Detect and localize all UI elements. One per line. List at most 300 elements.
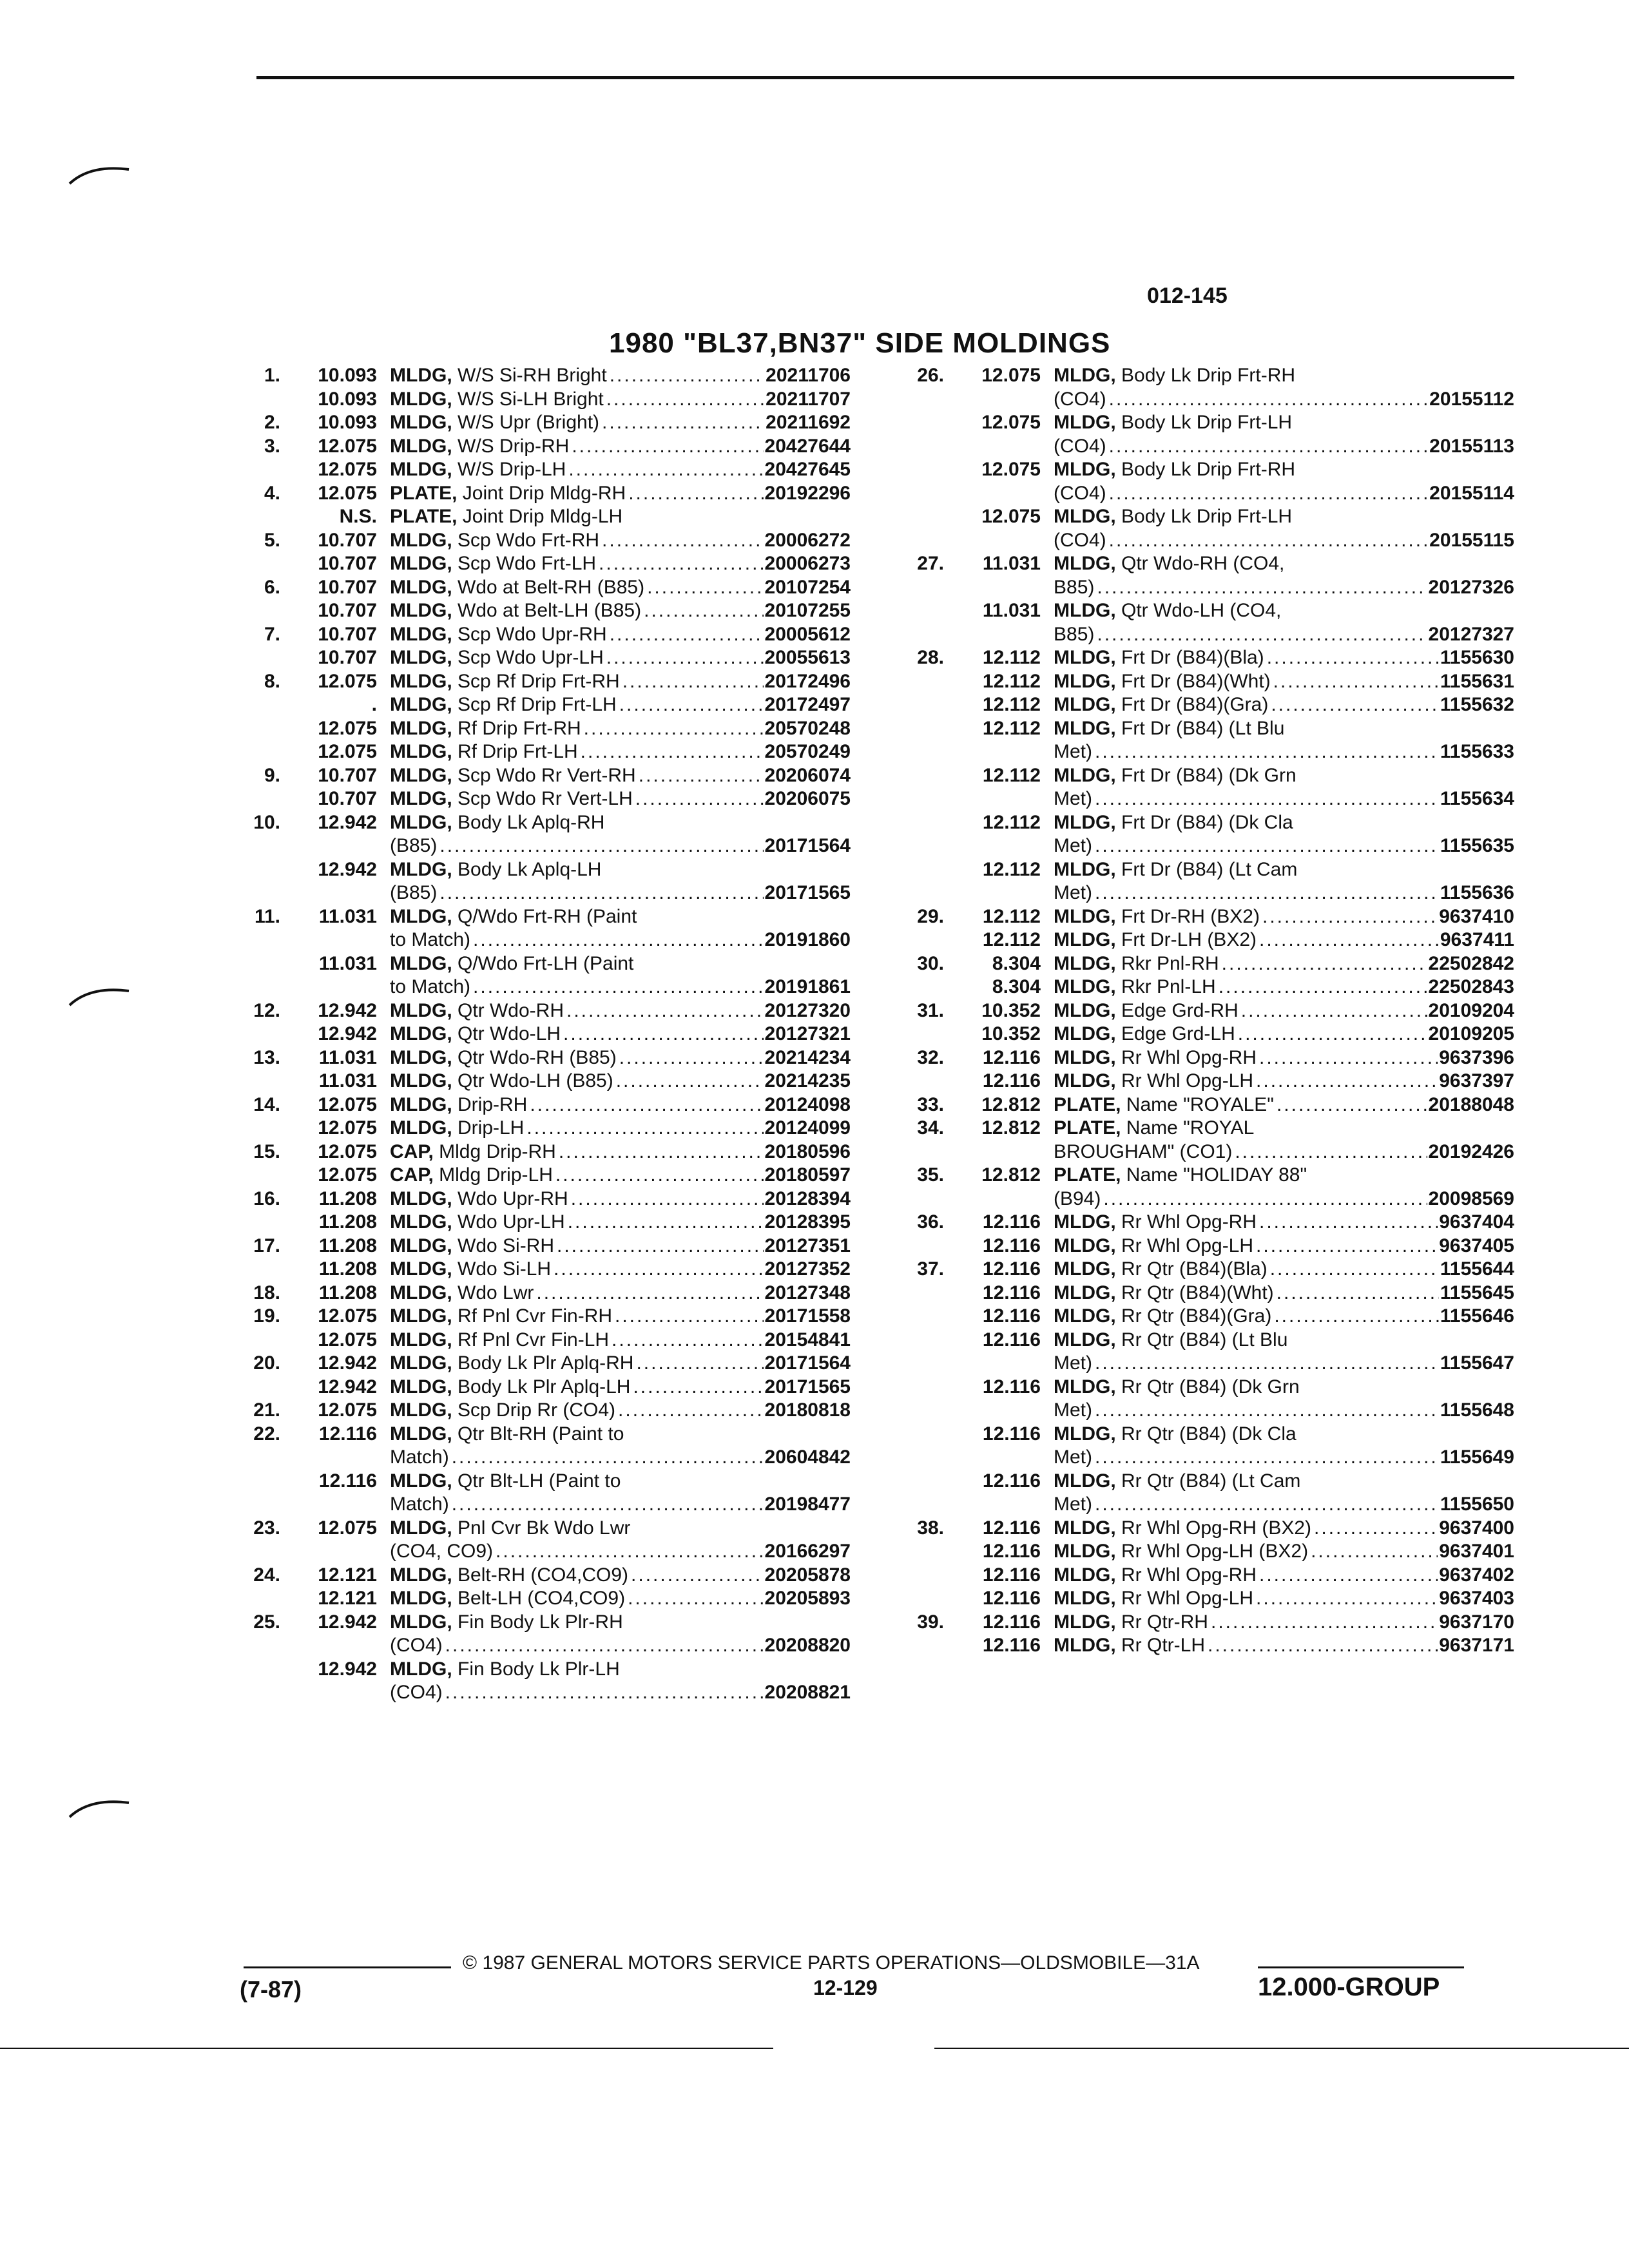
part-description bbox=[1054, 1587, 1514, 1611]
parts-row bbox=[896, 1517, 1514, 1541]
part-detail: Match) bbox=[390, 1494, 449, 1515]
part-number bbox=[623, 1611, 624, 1635]
group-number: 12.116 bbox=[982, 1376, 1041, 1398]
part-detail: Rr Whl Opg-RH bbox=[1121, 1564, 1257, 1586]
parts-row bbox=[896, 975, 1514, 999]
part-description bbox=[1054, 1611, 1514, 1635]
part-description bbox=[1054, 1517, 1514, 1541]
parts-row bbox=[232, 1540, 851, 1564]
part-number bbox=[633, 952, 635, 976]
part-detail: Qtr Wdo-RH (CO4, bbox=[1121, 553, 1285, 574]
part-number: 20570249 bbox=[764, 741, 851, 762]
leader-dots bbox=[1208, 1611, 1438, 1635]
part-number: 22502842 bbox=[1428, 952, 1514, 974]
part-name: MLDG, bbox=[1054, 1564, 1116, 1586]
part-detail: Name "ROYAL bbox=[1126, 1117, 1255, 1139]
group-number: 12.112 bbox=[982, 670, 1041, 692]
part-name: MLDG, bbox=[390, 412, 452, 433]
item-number: 3. bbox=[264, 435, 280, 457]
parts-row bbox=[232, 1517, 851, 1541]
part-description bbox=[390, 952, 851, 976]
part-description bbox=[390, 1423, 851, 1446]
part-description bbox=[390, 1470, 851, 1494]
group-number: 12.116 bbox=[982, 1635, 1041, 1656]
part-number: 20172496 bbox=[764, 670, 851, 692]
leader-dots bbox=[561, 1023, 763, 1046]
parts-row bbox=[896, 1329, 1514, 1352]
item-number bbox=[896, 1564, 944, 1588]
item-number: 28. bbox=[917, 647, 944, 668]
group-number: N.S. bbox=[339, 506, 377, 527]
part-detail: Met) bbox=[1054, 741, 1092, 762]
parts-row bbox=[896, 928, 1514, 952]
parts-row bbox=[232, 1046, 851, 1070]
part-number: 20211706 bbox=[766, 365, 851, 386]
part-detail: Scp Rf Drip Frt-RH bbox=[458, 670, 620, 692]
part-description bbox=[1054, 505, 1514, 529]
part-number: 20205893 bbox=[764, 1588, 851, 1609]
part-name: PLATE, bbox=[390, 506, 458, 527]
parts-row bbox=[232, 646, 851, 670]
parts-row bbox=[896, 1282, 1514, 1305]
part-description bbox=[390, 388, 851, 412]
part-detail: Rf Pnl Cvr Fin-RH bbox=[458, 1305, 613, 1327]
part-number: 1155646 bbox=[1440, 1305, 1514, 1327]
part-name: MLDG, bbox=[1054, 694, 1116, 715]
group-number: 10.093 bbox=[318, 412, 377, 433]
part-detail: Name "HOLIDAY 88" bbox=[1126, 1164, 1307, 1186]
part-name: MLDG, bbox=[1054, 1023, 1116, 1044]
part-detail: Joint Drip Mldg-LH bbox=[462, 506, 623, 527]
parts-row bbox=[232, 1399, 851, 1423]
part-number bbox=[1254, 1117, 1255, 1140]
parts-row bbox=[896, 482, 1514, 506]
part-name: MLDG, bbox=[390, 1470, 452, 1492]
group-number: 12.075 bbox=[318, 717, 377, 739]
part-number bbox=[604, 811, 606, 835]
group-number: 12.112 bbox=[982, 764, 1041, 786]
leader-dots bbox=[1101, 1187, 1427, 1211]
part-description bbox=[1054, 1140, 1514, 1164]
group-number: 12.116 bbox=[982, 1541, 1041, 1562]
part-name: CAP, bbox=[390, 1140, 434, 1162]
group-number: 12.075 bbox=[318, 1517, 377, 1539]
part-detail: Scp Wdo Rr Vert-RH bbox=[458, 764, 636, 786]
parts-row bbox=[232, 1164, 851, 1187]
part-detail: Wdo Si-RH bbox=[458, 1235, 555, 1256]
part-detail: Rr Qtr (B84)(Gra) bbox=[1121, 1305, 1272, 1327]
item-number bbox=[896, 928, 944, 952]
part-detail: Body Lk Drip Frt-LH bbox=[1121, 412, 1293, 433]
parts-row bbox=[232, 1070, 851, 1093]
leader-dots bbox=[626, 482, 763, 506]
parts-row bbox=[232, 1140, 851, 1164]
part-detail: Wdo Si-LH bbox=[458, 1258, 552, 1280]
part-detail: Frt Dr (B84) (Lt Cam bbox=[1121, 858, 1298, 880]
part-name: MLDG, bbox=[1054, 506, 1116, 527]
part-description bbox=[390, 1117, 851, 1140]
part-description bbox=[390, 1634, 851, 1658]
part-number bbox=[1307, 1164, 1308, 1187]
part-detail: Qtr Wdo-LH (CO4, bbox=[1121, 600, 1282, 621]
leader-dots bbox=[581, 717, 764, 741]
part-description bbox=[1054, 975, 1514, 999]
item-number: 12. bbox=[253, 999, 280, 1021]
part-number bbox=[1293, 811, 1295, 835]
item-number: 34. bbox=[917, 1117, 944, 1139]
item-number bbox=[232, 1493, 280, 1517]
part-number: 20206075 bbox=[764, 788, 851, 809]
group-number: 12.075 bbox=[318, 1117, 377, 1139]
part-name: MLDG, bbox=[1054, 717, 1116, 739]
parts-row bbox=[232, 1634, 851, 1658]
item-number bbox=[232, 388, 280, 412]
part-description bbox=[390, 1658, 851, 1682]
group-number bbox=[944, 1352, 1054, 1376]
part-name: MLDG, bbox=[1054, 1588, 1116, 1609]
part-number: 20192426 bbox=[1428, 1140, 1514, 1162]
part-number: 20124099 bbox=[764, 1117, 851, 1139]
part-name: MLDG, bbox=[1054, 670, 1116, 692]
part-description bbox=[390, 1587, 851, 1611]
part-name: MLDG, bbox=[1054, 1258, 1116, 1280]
group-number: 12.075 bbox=[318, 482, 377, 504]
part-detail: Frt Dr (B84)(Wht) bbox=[1121, 670, 1271, 692]
part-name: MLDG, bbox=[390, 1658, 452, 1680]
item-number: 4. bbox=[264, 482, 280, 504]
leader-dots bbox=[630, 1376, 763, 1399]
item-number bbox=[896, 1023, 944, 1046]
item-number: 23. bbox=[253, 1517, 280, 1539]
parts-row bbox=[896, 1470, 1514, 1494]
leader-dots bbox=[641, 599, 763, 623]
item-number bbox=[232, 1658, 280, 1682]
item-number: 19. bbox=[253, 1305, 280, 1327]
part-description bbox=[390, 881, 851, 905]
parts-row bbox=[232, 834, 851, 858]
part-number bbox=[1295, 364, 1296, 388]
leader-dots bbox=[1092, 787, 1439, 811]
parts-row bbox=[232, 881, 851, 905]
part-number: 20192296 bbox=[764, 482, 851, 504]
parts-row bbox=[232, 1658, 851, 1682]
leader-dots bbox=[599, 529, 763, 553]
part-number: 20154841 bbox=[764, 1329, 851, 1350]
leader-dots bbox=[1106, 482, 1429, 506]
leader-dots bbox=[1205, 1634, 1438, 1658]
part-name: MLDG, bbox=[390, 1117, 452, 1139]
group-number: 12.812 bbox=[981, 1164, 1041, 1186]
parts-row bbox=[896, 599, 1514, 623]
parts-row bbox=[232, 1187, 851, 1211]
part-description bbox=[390, 1493, 851, 1517]
part-number: 20006273 bbox=[764, 553, 851, 574]
leader-dots bbox=[1094, 623, 1427, 647]
parts-row bbox=[896, 435, 1514, 459]
group-number: 12.116 bbox=[982, 1258, 1041, 1280]
part-description bbox=[390, 364, 851, 388]
part-description bbox=[390, 1235, 851, 1258]
item-number bbox=[232, 1376, 280, 1399]
leader-dots bbox=[1106, 388, 1429, 412]
part-detail: Scp Wdo Frt-LH bbox=[458, 553, 597, 574]
part-number: 20127320 bbox=[764, 999, 851, 1021]
part-number: 9637403 bbox=[1439, 1588, 1514, 1609]
part-detail: Qtr Blt-RH (Paint to bbox=[458, 1423, 624, 1445]
parts-row bbox=[896, 1140, 1514, 1164]
leader-dots bbox=[556, 1140, 764, 1164]
part-number: 20098569 bbox=[1428, 1187, 1514, 1209]
item-number bbox=[896, 764, 944, 788]
part-number: 20191861 bbox=[764, 976, 851, 997]
group-number: 12.116 bbox=[982, 1470, 1041, 1492]
part-description bbox=[1054, 1023, 1514, 1046]
part-name: MLDG, bbox=[1054, 1282, 1116, 1303]
part-description bbox=[390, 905, 851, 929]
part-name: MLDG, bbox=[390, 435, 452, 457]
leader-dots bbox=[625, 1587, 763, 1611]
item-number bbox=[896, 1282, 944, 1305]
part-description bbox=[1054, 1093, 1514, 1117]
parts-row bbox=[232, 1329, 851, 1352]
part-description bbox=[1054, 623, 1514, 647]
part-name: MLDG, bbox=[390, 1588, 452, 1609]
leader-dots bbox=[1257, 1564, 1438, 1588]
part-detail: to Match) bbox=[390, 929, 471, 950]
group-number: 12.112 bbox=[982, 694, 1041, 715]
group-number: 12.112 bbox=[982, 717, 1041, 739]
group-number: 12.075 bbox=[981, 459, 1041, 480]
part-number: 20155115 bbox=[1429, 529, 1514, 551]
group-number: 10.707 bbox=[318, 600, 377, 621]
part-detail: (CO4) bbox=[1054, 482, 1106, 504]
leader-dots bbox=[1092, 1399, 1439, 1423]
part-description bbox=[1054, 1352, 1514, 1376]
part-description bbox=[1054, 717, 1514, 741]
part-name: MLDG, bbox=[1054, 1235, 1116, 1256]
part-detail: Fin Body Lk Plr-LH bbox=[458, 1658, 620, 1680]
footer-rule-right bbox=[1258, 1966, 1464, 1968]
part-detail: Met) bbox=[1054, 1352, 1092, 1374]
part-description bbox=[1054, 552, 1514, 576]
part-detail: Wdo Lwr bbox=[458, 1282, 534, 1303]
part-detail: W/S Si-LH Bright bbox=[458, 388, 604, 410]
group-number: 12.075 bbox=[981, 365, 1041, 386]
page-title: 1980 "BL37,BN37" SIDE MOLDINGS bbox=[609, 327, 1111, 359]
part-number bbox=[1292, 505, 1293, 529]
part-name: MLDG, bbox=[1054, 764, 1116, 786]
group-number: 12.942 bbox=[318, 1658, 377, 1680]
item-number: 20. bbox=[253, 1352, 280, 1374]
item-number: 17. bbox=[253, 1235, 280, 1256]
parts-row bbox=[232, 928, 851, 952]
group-number bbox=[944, 482, 1054, 506]
parts-row bbox=[232, 388, 851, 412]
group-number: 12.075 bbox=[318, 1164, 377, 1186]
part-name: MLDG, bbox=[390, 905, 452, 927]
parts-row bbox=[896, 740, 1514, 764]
leader-dots bbox=[443, 1681, 764, 1705]
item-number bbox=[896, 388, 944, 412]
parts-row bbox=[232, 505, 851, 529]
part-detail: Wdo at Belt-LH (B85) bbox=[458, 600, 642, 621]
parts-row bbox=[896, 999, 1514, 1023]
parts-row bbox=[896, 1587, 1514, 1611]
item-number bbox=[896, 858, 944, 882]
parts-row bbox=[232, 435, 851, 459]
part-description bbox=[1054, 1399, 1514, 1423]
part-description bbox=[390, 1070, 851, 1093]
part-description bbox=[390, 858, 851, 882]
leader-dots bbox=[566, 458, 763, 482]
item-number bbox=[232, 1070, 280, 1093]
group-number: 12.942 bbox=[318, 1376, 377, 1398]
part-description bbox=[1054, 1046, 1514, 1070]
parts-row bbox=[232, 1282, 851, 1305]
group-number: 12.942 bbox=[318, 1611, 377, 1633]
part-number: 20155114 bbox=[1429, 482, 1514, 504]
item-number bbox=[232, 740, 280, 764]
leader-dots bbox=[644, 576, 763, 600]
leader-dots bbox=[1274, 1282, 1439, 1305]
parts-row bbox=[232, 1376, 851, 1399]
part-description bbox=[390, 764, 851, 788]
leader-dots bbox=[1271, 670, 1439, 694]
part-name: MLDG, bbox=[390, 952, 452, 974]
group-number bbox=[944, 576, 1054, 600]
part-detail: Scp Drip Rr (CO4) bbox=[458, 1399, 616, 1421]
part-number bbox=[1287, 1329, 1289, 1352]
item-number: 33. bbox=[917, 1093, 944, 1115]
part-number bbox=[1284, 552, 1286, 576]
part-number: 20109204 bbox=[1428, 999, 1514, 1021]
leader-dots bbox=[1260, 905, 1438, 929]
group-number: 12.116 bbox=[982, 1564, 1041, 1586]
part-detail: Frt Dr (B84)(Bla) bbox=[1121, 647, 1264, 668]
part-number: 1155645 bbox=[1440, 1282, 1514, 1303]
part-name: MLDG, bbox=[1054, 1305, 1116, 1327]
item-number bbox=[896, 599, 944, 623]
parts-row bbox=[232, 552, 851, 576]
part-name: MLDG, bbox=[1054, 412, 1116, 433]
parts-row bbox=[896, 905, 1514, 929]
leader-dots bbox=[604, 388, 764, 412]
part-number: 20055613 bbox=[764, 647, 851, 668]
part-description bbox=[390, 529, 851, 553]
leader-dots bbox=[1274, 1093, 1427, 1117]
parts-row bbox=[896, 1187, 1514, 1211]
group-number bbox=[944, 1187, 1054, 1211]
part-name: MLDG, bbox=[1054, 1611, 1116, 1633]
group-number: 12.112 bbox=[982, 811, 1041, 833]
item-number bbox=[896, 458, 944, 482]
item-number: 21. bbox=[253, 1399, 280, 1421]
part-description bbox=[1054, 1282, 1514, 1305]
part-name: MLDG, bbox=[1054, 952, 1116, 974]
part-name: MLDG, bbox=[390, 529, 452, 551]
part-number: 20171564 bbox=[764, 1352, 851, 1374]
parts-row bbox=[896, 1399, 1514, 1423]
part-description bbox=[1054, 1211, 1514, 1235]
item-number bbox=[896, 693, 944, 717]
parts-row bbox=[896, 1235, 1514, 1258]
item-number bbox=[896, 811, 944, 835]
part-detail: (B94) bbox=[1054, 1187, 1101, 1209]
part-number bbox=[1297, 858, 1298, 882]
part-name: MLDG, bbox=[390, 694, 452, 715]
part-number: 20427644 bbox=[764, 435, 851, 457]
parts-row bbox=[232, 811, 851, 835]
part-detail: Belt-RH (CO4,CO9) bbox=[458, 1564, 629, 1586]
parts-row bbox=[232, 1352, 851, 1376]
part-name: MLDG, bbox=[390, 741, 452, 762]
part-description bbox=[390, 1564, 851, 1588]
part-number: 1155633 bbox=[1440, 741, 1514, 762]
part-description bbox=[1054, 1376, 1514, 1399]
parts-row bbox=[896, 811, 1514, 835]
bottom-rule-left bbox=[0, 2048, 773, 2049]
parts-row bbox=[896, 1611, 1514, 1635]
part-description bbox=[390, 670, 851, 694]
item-number bbox=[896, 787, 944, 811]
parts-row bbox=[896, 858, 1514, 882]
part-number: 20107254 bbox=[764, 576, 851, 598]
part-detail: Wdo Upr-RH bbox=[458, 1187, 568, 1209]
item-number bbox=[232, 1023, 280, 1046]
group-number bbox=[280, 834, 390, 858]
parts-row bbox=[896, 623, 1514, 647]
item-number bbox=[232, 717, 280, 741]
part-name: MLDG, bbox=[1054, 553, 1116, 574]
part-detail: Rr Whl Opg-RH bbox=[1121, 1211, 1257, 1233]
part-name: MLDG, bbox=[390, 647, 452, 668]
parts-row bbox=[896, 670, 1514, 694]
part-name: MLDG, bbox=[390, 1517, 452, 1539]
part-name: MLDG, bbox=[1054, 999, 1116, 1021]
part-description bbox=[1054, 576, 1514, 600]
part-number bbox=[637, 905, 638, 929]
parts-row bbox=[232, 1258, 851, 1282]
right-parts-column bbox=[896, 364, 1514, 1658]
part-description bbox=[390, 1164, 851, 1187]
item-number bbox=[896, 1376, 944, 1399]
leader-dots bbox=[613, 1070, 764, 1093]
part-number: 1155636 bbox=[1440, 882, 1514, 903]
item-number bbox=[232, 505, 280, 529]
part-description bbox=[390, 740, 851, 764]
group-number: 11.031 bbox=[318, 952, 377, 974]
part-detail: Rr Qtr-LH bbox=[1121, 1635, 1205, 1656]
item-number: 30. bbox=[917, 952, 944, 974]
part-number bbox=[1295, 458, 1296, 482]
part-number: 20214234 bbox=[764, 1046, 851, 1068]
part-detail: Match) bbox=[390, 1446, 449, 1468]
part-description bbox=[1054, 1329, 1514, 1352]
leader-dots bbox=[617, 1046, 764, 1070]
parts-row bbox=[232, 740, 851, 764]
parts-row bbox=[232, 999, 851, 1023]
part-description bbox=[390, 693, 851, 717]
part-number: 20171558 bbox=[764, 1305, 851, 1327]
item-number bbox=[232, 1329, 280, 1352]
part-description bbox=[390, 1305, 851, 1329]
group-number: 12.075 bbox=[318, 459, 377, 480]
parts-row bbox=[232, 411, 851, 435]
parts-row bbox=[232, 858, 851, 882]
part-detail: Q/Wdo Frt-LH (Paint bbox=[458, 952, 634, 974]
part-detail: Rr Qtr (B84)(Wht) bbox=[1121, 1282, 1274, 1303]
group-number: 8.304 bbox=[992, 952, 1041, 974]
